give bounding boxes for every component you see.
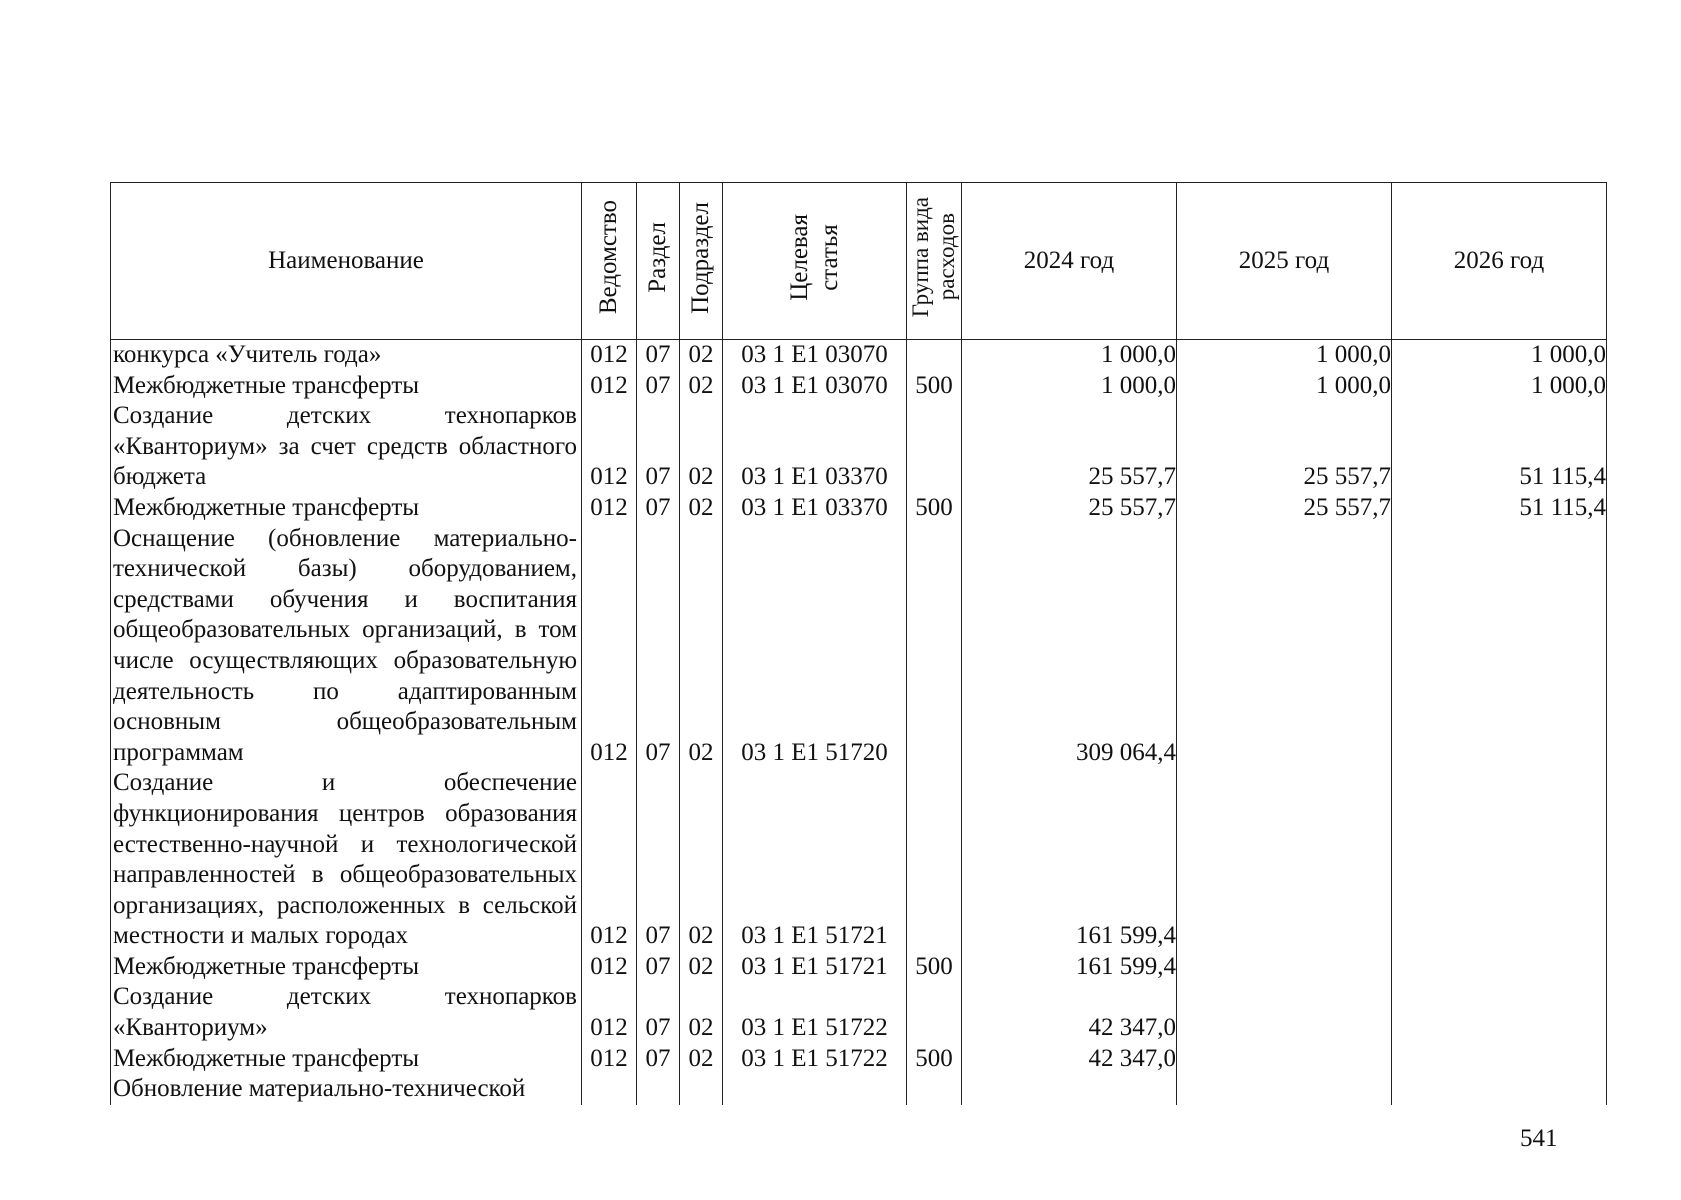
table-header-row bbox=[111, 183, 1607, 340]
cell-podrazdel: 02 bbox=[680, 401, 723, 493]
cell-razdel: 07 bbox=[637, 952, 680, 983]
cell-razdel: 07 bbox=[637, 371, 680, 402]
page-number: 541 bbox=[1520, 1125, 1558, 1152]
cell-2026 bbox=[1392, 768, 1607, 952]
cell-podrazdel: 02 bbox=[680, 768, 723, 952]
cell-gruppa-vida-rashodov bbox=[907, 524, 962, 769]
cell-2025 bbox=[1177, 1074, 1392, 1105]
cell-vedomstvo: 012 bbox=[582, 982, 637, 1043]
cell-name: конкурса «Учитель года» bbox=[111, 340, 582, 371]
cell-gruppa-vida-rashodov: 500 bbox=[907, 952, 962, 983]
cell-name: Межбюджетные трансферты bbox=[111, 1044, 582, 1075]
cell-vedomstvo: 012 bbox=[582, 768, 637, 952]
header-name: Наименование bbox=[111, 183, 582, 340]
cell-celevaya-statya: 03 1 E1 51722 bbox=[723, 1044, 907, 1075]
cell-2025 bbox=[1177, 982, 1392, 1043]
cell-celevaya-statya: 03 1 E1 51720 bbox=[723, 524, 907, 769]
header-razdel: Раздел bbox=[637, 183, 680, 340]
cell-name: Межбюджетные трансферты bbox=[111, 952, 582, 983]
table-body bbox=[111, 340, 1607, 1105]
cell-2024: 25 557,7 bbox=[962, 401, 1177, 493]
cell-name: Межбюджетные трансферты bbox=[111, 371, 582, 402]
cell-gruppa-vida-rashodov: 500 bbox=[907, 1044, 962, 1075]
cell-2024: 161 599,4 bbox=[962, 768, 1177, 952]
cell-2025 bbox=[1177, 524, 1392, 769]
cell-2024: 1 000,0 bbox=[962, 340, 1177, 371]
cell-podrazdel bbox=[680, 1074, 723, 1105]
cell-razdel: 07 bbox=[637, 982, 680, 1043]
cell-gruppa-vida-rashodov: 500 bbox=[907, 371, 962, 402]
cell-2024: 42 347,0 bbox=[962, 982, 1177, 1043]
cell-2026 bbox=[1392, 982, 1607, 1043]
cell-razdel: 07 bbox=[637, 340, 680, 371]
header-2026: 2026 год bbox=[1392, 183, 1607, 340]
table-row bbox=[111, 401, 1607, 493]
cell-razdel bbox=[637, 1074, 680, 1105]
cell-name: Создание детских технопарков «Кванториум» bbox=[111, 982, 582, 1043]
cell-name: Обновление материально-технической bbox=[111, 1074, 582, 1105]
cell-2026: 1 000,0 bbox=[1392, 371, 1607, 402]
cell-2025: 1 000,0 bbox=[1177, 340, 1392, 371]
cell-celevaya-statya: 03 1 E1 51721 bbox=[723, 952, 907, 983]
header-gruppa-vida-rashodov: Группа вида расходов bbox=[907, 183, 962, 340]
cell-vedomstvo: 012 bbox=[582, 340, 637, 371]
cell-vedomstvo: 012 bbox=[582, 371, 637, 402]
cell-2025: 25 557,7 bbox=[1177, 493, 1392, 524]
cell-2024: 161 599,4 bbox=[962, 952, 1177, 983]
cell-2026 bbox=[1392, 1074, 1607, 1105]
header-2024: 2024 год bbox=[962, 183, 1177, 340]
cell-vedomstvo bbox=[582, 1074, 637, 1105]
cell-razdel: 07 bbox=[637, 401, 680, 493]
cell-2024: 309 064,4 bbox=[962, 524, 1177, 769]
cell-celevaya-statya: 03 1 E1 03070 bbox=[723, 371, 907, 402]
cell-podrazdel: 02 bbox=[680, 524, 723, 769]
cell-razdel: 07 bbox=[637, 768, 680, 952]
header-2025: 2025 год bbox=[1177, 183, 1392, 340]
table-row bbox=[111, 952, 1607, 983]
cell-celevaya-statya: 03 1 E1 03370 bbox=[723, 493, 907, 524]
cell-gruppa-vida-rashodov: 500 bbox=[907, 493, 962, 524]
cell-vedomstvo: 012 bbox=[582, 1044, 637, 1075]
cell-razdel: 07 bbox=[637, 524, 680, 769]
cell-name: Создание и обеспечение функционирования центров образования естественно-научной и технологической направленностей в общеобразовательных организациях, расположенных в сельской местности и малых городах bbox=[111, 768, 582, 952]
cell-2024: 25 557,7 bbox=[962, 493, 1177, 524]
cell-podrazdel: 02 bbox=[680, 340, 723, 371]
cell-vedomstvo: 012 bbox=[582, 524, 637, 769]
table-row bbox=[111, 982, 1607, 1043]
cell-podrazdel: 02 bbox=[680, 1044, 723, 1075]
table-row bbox=[111, 1074, 1607, 1105]
budget-table bbox=[110, 182, 1607, 1105]
cell-2024: 42 347,0 bbox=[962, 1044, 1177, 1075]
cell-2025 bbox=[1177, 768, 1392, 952]
table-row bbox=[111, 371, 1607, 402]
cell-gruppa-vida-rashodov bbox=[907, 982, 962, 1043]
cell-razdel: 07 bbox=[637, 1044, 680, 1075]
table-row bbox=[111, 768, 1607, 952]
cell-2025: 25 557,7 bbox=[1177, 401, 1392, 493]
header-podrazdel: Подраздел bbox=[680, 183, 723, 340]
cell-vedomstvo: 012 bbox=[582, 401, 637, 493]
table-row bbox=[111, 1044, 1607, 1075]
cell-celevaya-statya: 03 1 E1 51722 bbox=[723, 982, 907, 1043]
cell-2025: 1 000,0 bbox=[1177, 371, 1392, 402]
cell-2026: 51 115,4 bbox=[1392, 493, 1607, 524]
cell-podrazdel: 02 bbox=[680, 371, 723, 402]
cell-gruppa-vida-rashodov bbox=[907, 340, 962, 371]
header-celevaya-statya: Целевая статья bbox=[723, 183, 907, 340]
cell-podrazdel: 02 bbox=[680, 952, 723, 983]
cell-podrazdel: 02 bbox=[680, 493, 723, 524]
table-row bbox=[111, 524, 1607, 769]
cell-celevaya-statya: 03 1 E1 03370 bbox=[723, 401, 907, 493]
cell-celevaya-statya bbox=[723, 1074, 907, 1105]
cell-2026 bbox=[1392, 952, 1607, 983]
cell-2026 bbox=[1392, 1044, 1607, 1075]
header-vedomstvo: Ведомство bbox=[582, 183, 637, 340]
cell-gruppa-vida-rashodov bbox=[907, 401, 962, 493]
table-row bbox=[111, 340, 1607, 371]
cell-2025 bbox=[1177, 952, 1392, 983]
cell-gruppa-vida-rashodov bbox=[907, 768, 962, 952]
cell-name: Создание детских технопарков «Кванториум» за счет средств областного бюджета bbox=[111, 401, 582, 493]
cell-2026: 51 115,4 bbox=[1392, 401, 1607, 493]
cell-2026 bbox=[1392, 524, 1607, 769]
cell-2026: 1 000,0 bbox=[1392, 340, 1607, 371]
cell-vedomstvo: 012 bbox=[582, 493, 637, 524]
cell-podrazdel: 02 bbox=[680, 982, 723, 1043]
table-row bbox=[111, 493, 1607, 524]
cell-name: Оснащение (обновление материально-технической базы) оборудованием, средствами обучения и воспитания общеобразовательных организаций, в том числе осуществляющих образовательную деятельность по адаптированным основным общеобразовательным программам bbox=[111, 524, 582, 769]
cell-2024: 1 000,0 bbox=[962, 371, 1177, 402]
cell-name: Межбюджетные трансферты bbox=[111, 493, 582, 524]
cell-celevaya-statya: 03 1 E1 03070 bbox=[723, 340, 907, 371]
cell-celevaya-statya: 03 1 E1 51721 bbox=[723, 768, 907, 952]
cell-razdel: 07 bbox=[637, 493, 680, 524]
cell-2024 bbox=[962, 1074, 1177, 1105]
cell-vedomstvo: 012 bbox=[582, 952, 637, 983]
cell-2025 bbox=[1177, 1044, 1392, 1075]
cell-gruppa-vida-rashodov bbox=[907, 1074, 962, 1105]
